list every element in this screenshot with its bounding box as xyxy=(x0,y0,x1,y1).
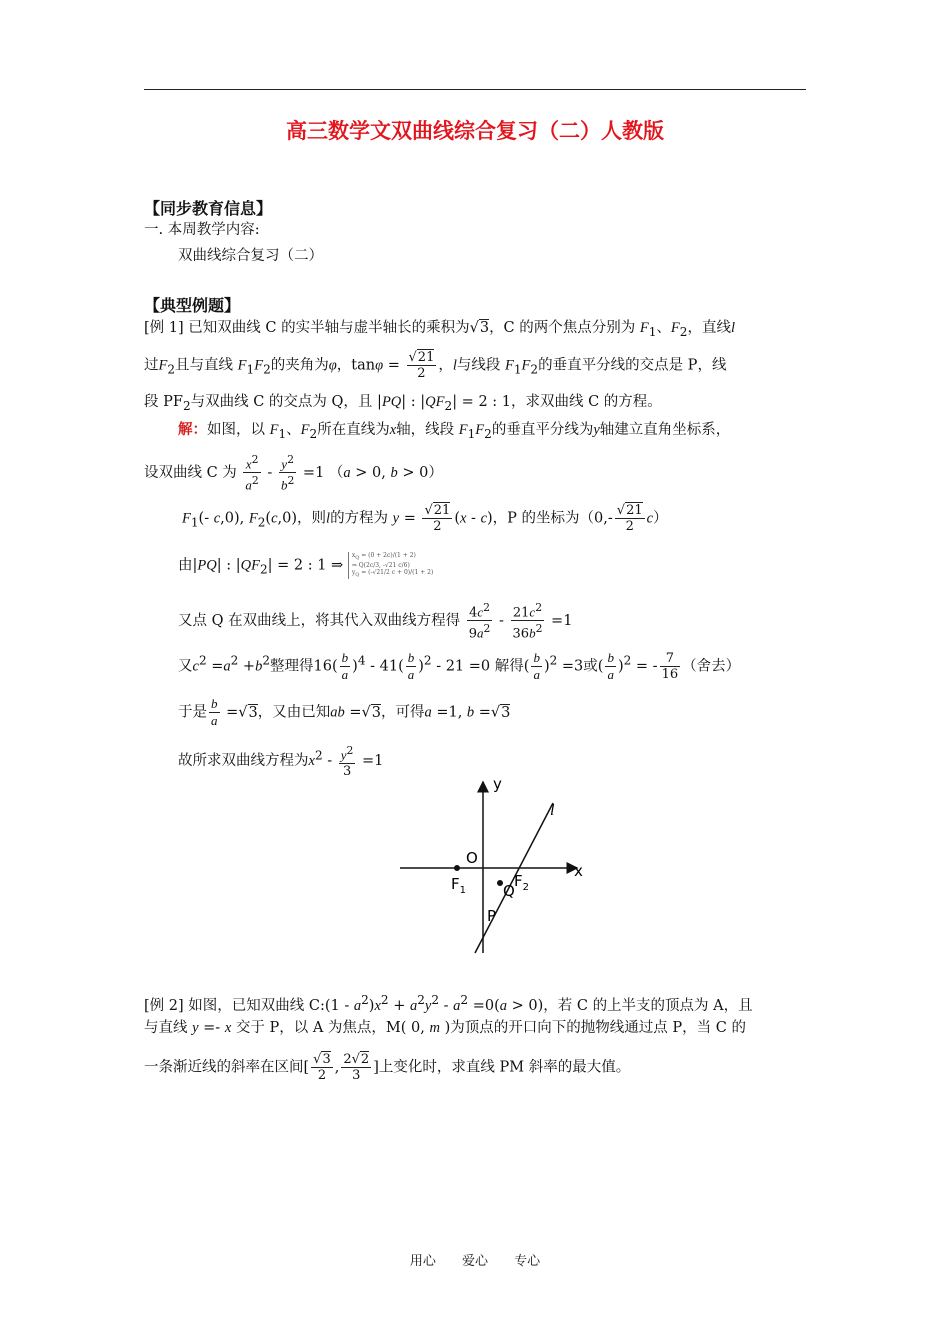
coordinate-figure xyxy=(395,775,590,955)
coordinate-system-formula: $x_Q = (0 + 2c)/(1 + 2)$ ⇒ Q(2c/3, -√21 c/6) $y_Q = (-√21/2$ c + 0)/(1 + 2) xyxy=(348,552,433,579)
ex1-line-2: 过$F_2$且与直线 $F_1F_2$的夹角为φ，tanφ = $\frac{√21}{2}$ ，l与线段 $F_1F_2$的垂直平分线的交点是 P，线 xyxy=(144,350,727,381)
weekly-content-item: 一. 本周教学内容: xyxy=(144,222,260,238)
ex1-solution-line-7: 于是 $\frac{b}{a}$ =√3，又由已知ab =√3，可得a =1, b =√3 xyxy=(178,696,511,728)
ex2-line-1: [例 2] 如图，已知双曲线 C:(1 - $a^2)x^2 + a^2y^2 - a^2 =0(a > 0)$，若 C 的上半支的顶点为 A，且 xyxy=(144,993,753,1014)
x-axis-label: x xyxy=(574,862,583,880)
ex1-solution-line-3: $F_1(-$ c,0), $F_2(c,0)$，则l的方程为 y = $\frac{√21}{2}$ (x - c)，P 的坐标为（0,- $\frac{√21}{2}$ c） xyxy=(182,503,668,534)
document-title: 高三数学文双曲线综合复习（二）人教版 xyxy=(286,118,664,143)
ex1-solution-line-6: 又$c^2 =a^2 +b^2$整理得16( $\frac{b}{a}$ )$^4$ - 41( $\frac{b}{a}$ )$^2$ - 21 =0 解得( $\frac{b}{a}$ )$^2$ =3或( $\frac{b}{a}$ )$^2$ = - $\frac{7}{16}$ （舍去） xyxy=(178,650,741,682)
ex2-line-2: 与直线 y =- x 交于 P，以 A 为焦点，M( 0, m )为顶点的开口向下的抛物线通过点 P，当 C 的 xyxy=(144,1020,746,1036)
ex1-solution-line-5: 又点 Q 在双曲线上，将其代入双曲线方程得 $\frac{4c^2}{9a^2}$ - $\frac{21c^2}{36b^2}$ =1 xyxy=(178,601,573,642)
solution-label: 解： xyxy=(178,421,207,438)
weekly-content-sub: 双曲线综合复习（二） xyxy=(178,248,323,264)
ex1-solution-line-8: 故所求双曲线方程为$x^2$ - $\frac{y^2}{3}$ =1 xyxy=(178,744,384,780)
ex1-line-3: 段 $PF_2$与双曲线 C 的交点为 Q，且 |PQ| : $|QF_2| = 2$ : 1，求双曲线 C 的方程。 xyxy=(144,394,662,413)
ex1-line-1: [例 1] 已知双曲线 C 的实半轴与虚半轴长的乘积为√3，C 的两个焦点分别为 $F_1$、$F_2$，直线l xyxy=(144,320,735,339)
ex2-line-3: 一条渐近线的斜率在区间[ $\frac{√3}{2}$ , $\frac{2√2}{3}$ ]上变化时，求直线 PM 斜率的最大值。 xyxy=(144,1052,631,1083)
q-label: Q xyxy=(503,882,515,900)
line-l-label: l xyxy=(550,802,555,819)
y-axis-label: y xyxy=(493,775,502,793)
ex1-solution-line-2: 设双曲线 C 为 $\frac{x^2}{a^2}$ - $\frac{y^2}{b^2}$ =1 （a > 0, b > 0） xyxy=(144,453,443,493)
section-examples: 【典型例题】 xyxy=(144,296,241,315)
f1-label: $F_1$ xyxy=(451,875,467,896)
section-sync-info: 【同步教育信息】 xyxy=(144,199,273,218)
p-label: P xyxy=(487,907,497,925)
f2-label: $F_2$ xyxy=(514,872,530,893)
ex1-solution-line-4: 由|PQ| : $|QF_2| = 2$ : 1 ⇒ $x_Q = (0 + 2c)/(1 + 2)$ ⇒ Q(2c/3, -√21 c/6) $y_Q = (-√21/2$ c + 0)/(1 + 2) xyxy=(178,552,434,579)
ex1-solution-line-1: 解：如图，以 $F_1$、$F_2$所在直线为x轴，线段 $F_1F_2$的垂直平分线为y轴建立直角坐标系， xyxy=(178,421,731,441)
header-rule xyxy=(144,89,806,90)
point-f1 xyxy=(454,865,460,871)
page-footer: 用心 爱心 专心 xyxy=(409,1254,541,1269)
origin-label: O xyxy=(466,849,478,867)
